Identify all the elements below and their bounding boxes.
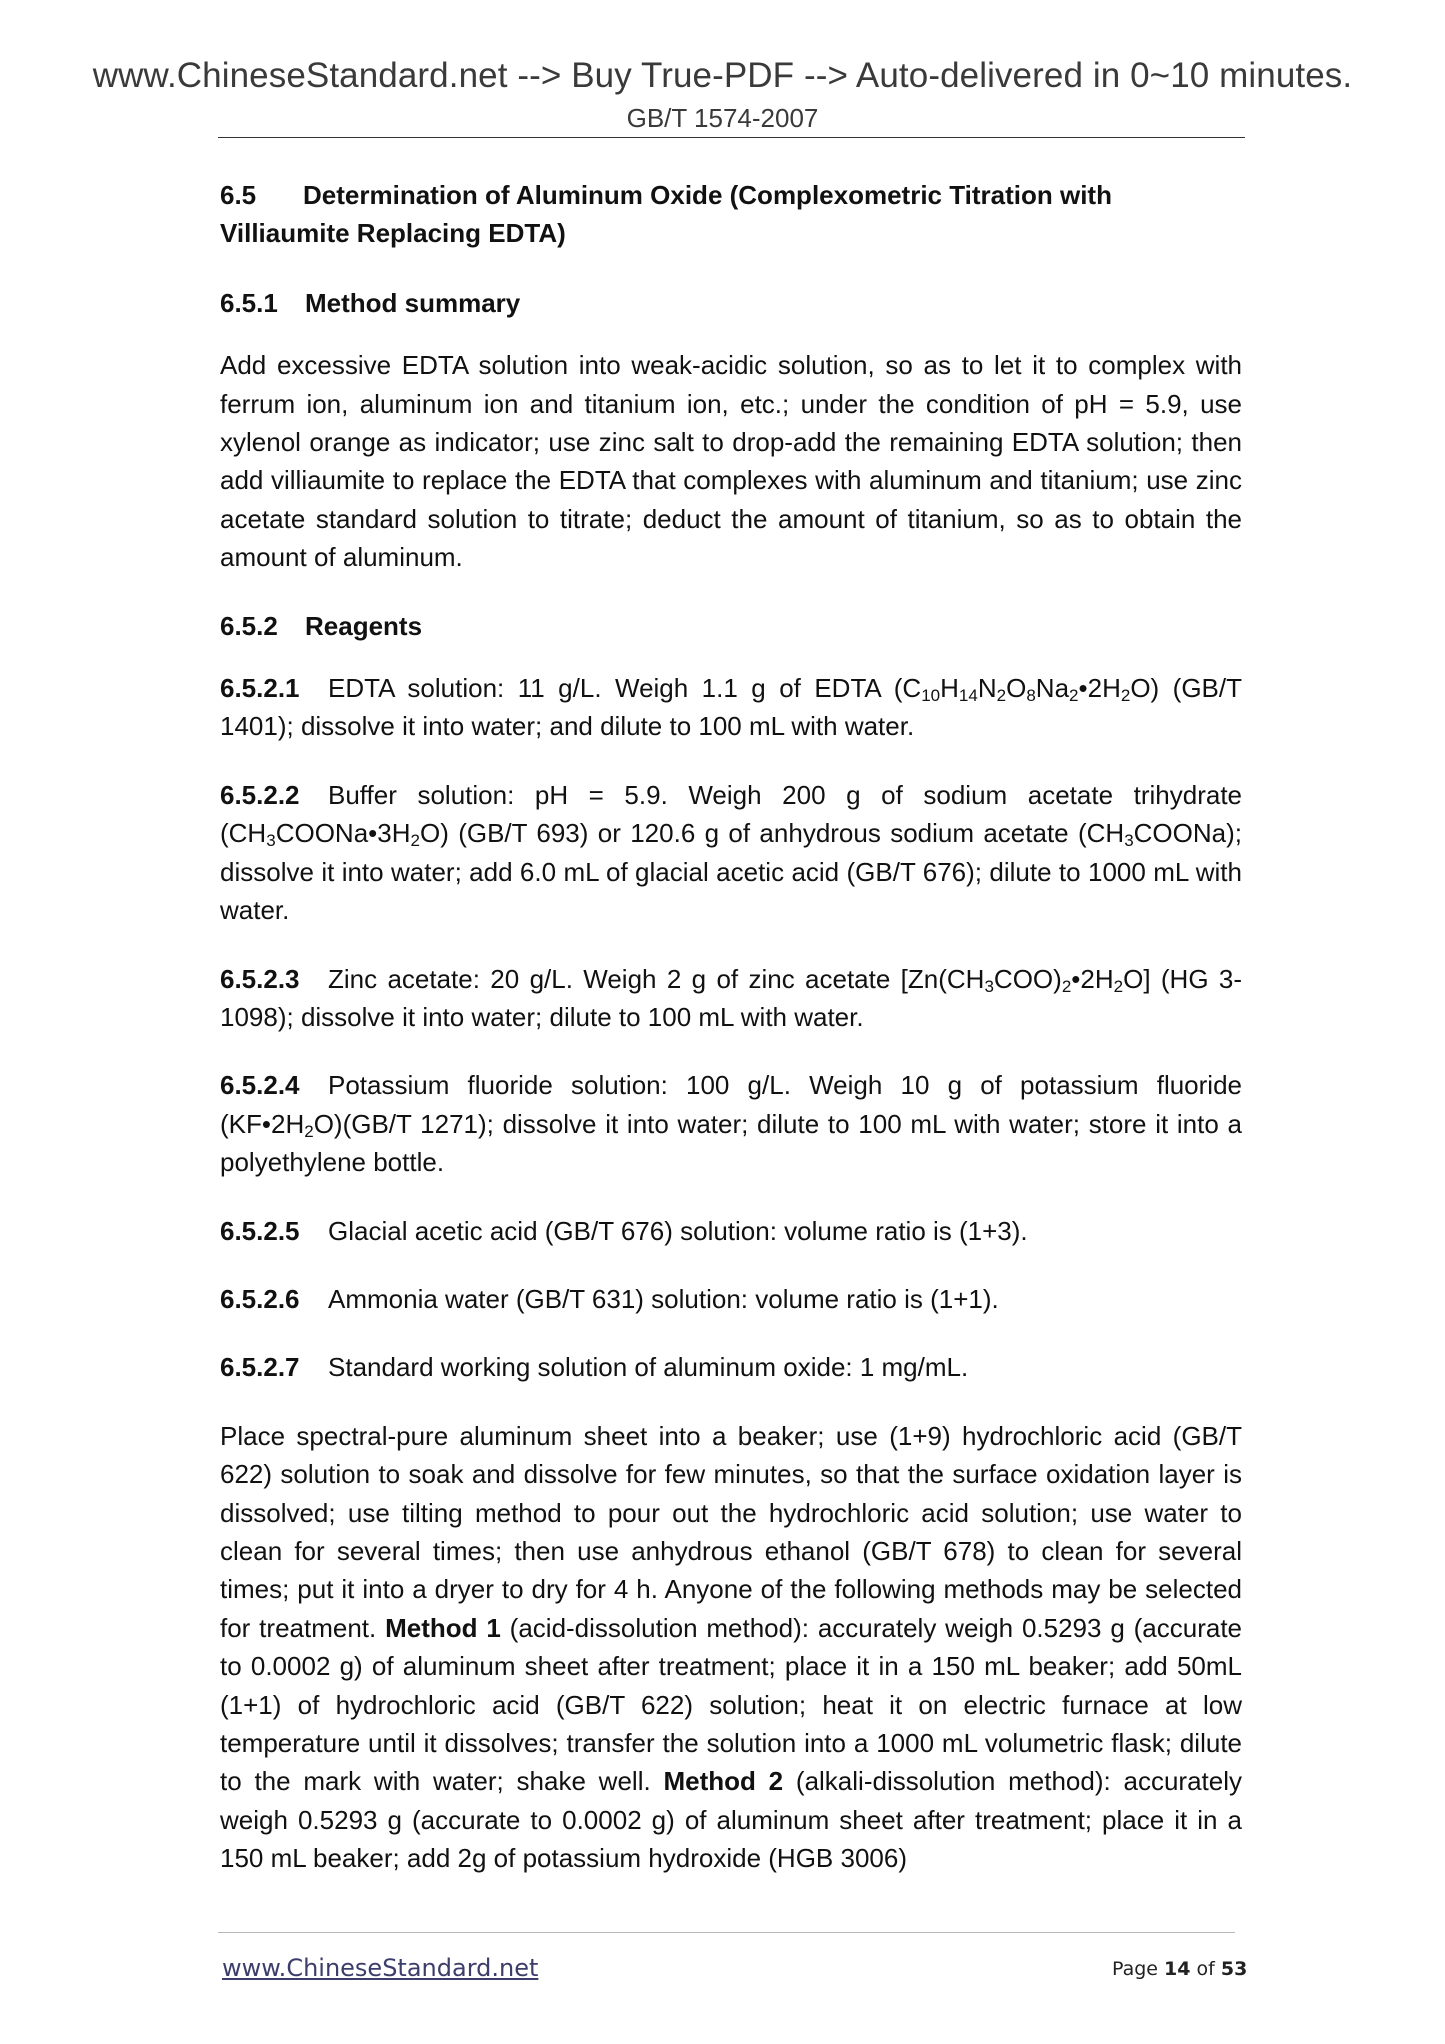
reagent-item-ammonia: 6.5.2.6 Ammonia water (GB/T 631) solution: volume ratio is (1+1). bbox=[220, 1280, 1242, 1318]
reagent-number: 6.5.2.5 bbox=[220, 1215, 300, 1246]
section-number: 6.5 bbox=[220, 180, 257, 210]
reagent-item-aluminum-oxide-standard: 6.5.2.7 Standard working solution of aluminum oxide: 1 mg/mL. bbox=[220, 1348, 1242, 1386]
page-body bbox=[220, 176, 1242, 1908]
reagent-number: 6.5.2.1 bbox=[220, 673, 300, 704]
reagent-item-acetic-acid: 6.5.2.5 Glacial acetic acid (GB/T 676) solution: volume ratio is (1+3). bbox=[220, 1212, 1242, 1250]
footer-divider bbox=[218, 1932, 1235, 1933]
reagent-item-potassium-fluoride: 6.5.2.4 Potassium fluoride solution: 100 g/L. Weigh 10 g of potassium fluoride $(KF•2H_2O)(GB/T$ 1271); dissolve it into water; dilute to 100 mL with water; store it into a polyethylene bottle. bbox=[220, 1066, 1242, 1181]
reagent-number: 6.5.2.2 bbox=[220, 779, 300, 810]
reagent-number: 6.5.2.4 bbox=[220, 1070, 300, 1101]
reagent-number: 6.5.2.7 bbox=[220, 1352, 300, 1383]
subsection-title: Reagents bbox=[305, 610, 423, 641]
section-heading bbox=[220, 176, 1242, 253]
procedure-paragraph: Place spectral-pure aluminum sheet into a beaker; use (1+9) hydrochloric acid (GB/T 622) solution to soak and dissolve for few minutes, so that the surface oxidation layer is dissolved; use tilting method to pour out the hydrochloric acid solution; use water to clean for several times; then use anhydrous ethanol (GB/T 678) to clean for several times; put it into a dryer to dry for 4 h. Anyone of the following methods may be selected for treatment. Method 1 (acid-dissolution method): accurately weigh 0.5293 g (accurate to 0.0002 g) of aluminum sheet after treatment; place it in a 150 mL beaker; add 50mL (1+1) of hydrochloric acid (GB/T 622) solution; heat it on electric furnace at low temperature until it dissolves; transfer the solution into a 1000 mL volumetric flask; dilute to the mark with water; shake well. Method 2 (alkali-dissolution method): accurately weigh 0.5293 g (accurate to 0.0002 g) of aluminum sheet after treatment; place it in a 150 mL beaker; add 2g of potassium hydroxide (HGB 3006) bbox=[220, 1420, 1243, 1874]
subsection-heading-method-summary bbox=[220, 284, 1242, 322]
reagent-item-edta: 6.5.2.1 EDTA solution: 11 g/L. Weigh 1.1 g of EDTA $(C_{10}H_{14}N_2O_8Na_2•2H_2O)$ (GB/T 1401); dissolve it into water; and dilute to 100 mL with water. bbox=[220, 669, 1242, 746]
page-number: Page 14 of 53 bbox=[1112, 1958, 1248, 1980]
method-summary-paragraph: Add excessive EDTA solution into weak-acidic solution, so as to let it to complex with ferrum ion, aluminum ion and titanium ion, etc.; under the condition of pH = 5.9, use xylenol orange as indicator; use zinc salt to drop-add the remaining EDTA solution; then add villiaumite to replace the EDTA that complexes with aluminum and titanium; use zinc acetate standard solution to titrate; deduct the amount of titanium, so as to obtain the amount of aluminum. bbox=[220, 350, 1242, 573]
reagent-item-zinc-acetate: 6.5.2.3 Zinc acetate: 20 g/L. Weigh 2 g of zinc acetate $[Zn(CH_3COO)_2•2H_2O]$ (HG 3-1098); dissolve it into water; dilute to 100 mL with water. bbox=[220, 960, 1242, 1037]
section-title-line2: Villiaumite Replacing EDTA) bbox=[220, 218, 566, 249]
subsection-number: 6.5.2 bbox=[220, 610, 278, 641]
section-title-line1: Determination of Aluminum Oxide (Complexometric Titration with bbox=[303, 180, 1112, 210]
method2-label: Method 2 bbox=[663, 1766, 784, 1797]
subsection-number: 6.5.1 bbox=[220, 287, 278, 318]
reagent-item-buffer: 6.5.2.2 Buffer solution: pH = 5.9. Weigh 200 g of sodium acetate trihydrate $(CH_3COONa•3H_2O)$ (GB/T 693) or 120.6 g of anhydrous sodium acetate $(CH_3COONa)$; dissolve it into water; add 6.0 mL of glacial acetic acid (GB/T 676); dilute to 1000 mL with water. bbox=[220, 776, 1242, 930]
footer-site-link[interactable]: www.ChineseStandard.net bbox=[222, 1954, 539, 1982]
reagent-number: 6.5.2.6 bbox=[220, 1283, 300, 1314]
subsection-title: Method summary bbox=[305, 287, 521, 318]
method1-label: Method 1 bbox=[385, 1612, 501, 1643]
reagent-number: 6.5.2.3 bbox=[220, 963, 300, 994]
header-banner: www.ChineseStandard.net --> Buy True-PDF --> Auto-delivered in 0~10 minutes. bbox=[92, 56, 1353, 95]
subsection-heading-reagents bbox=[220, 607, 1242, 645]
standard-code: GB/T 1574-2007 bbox=[626, 103, 819, 133]
header-divider bbox=[218, 137, 1245, 138]
